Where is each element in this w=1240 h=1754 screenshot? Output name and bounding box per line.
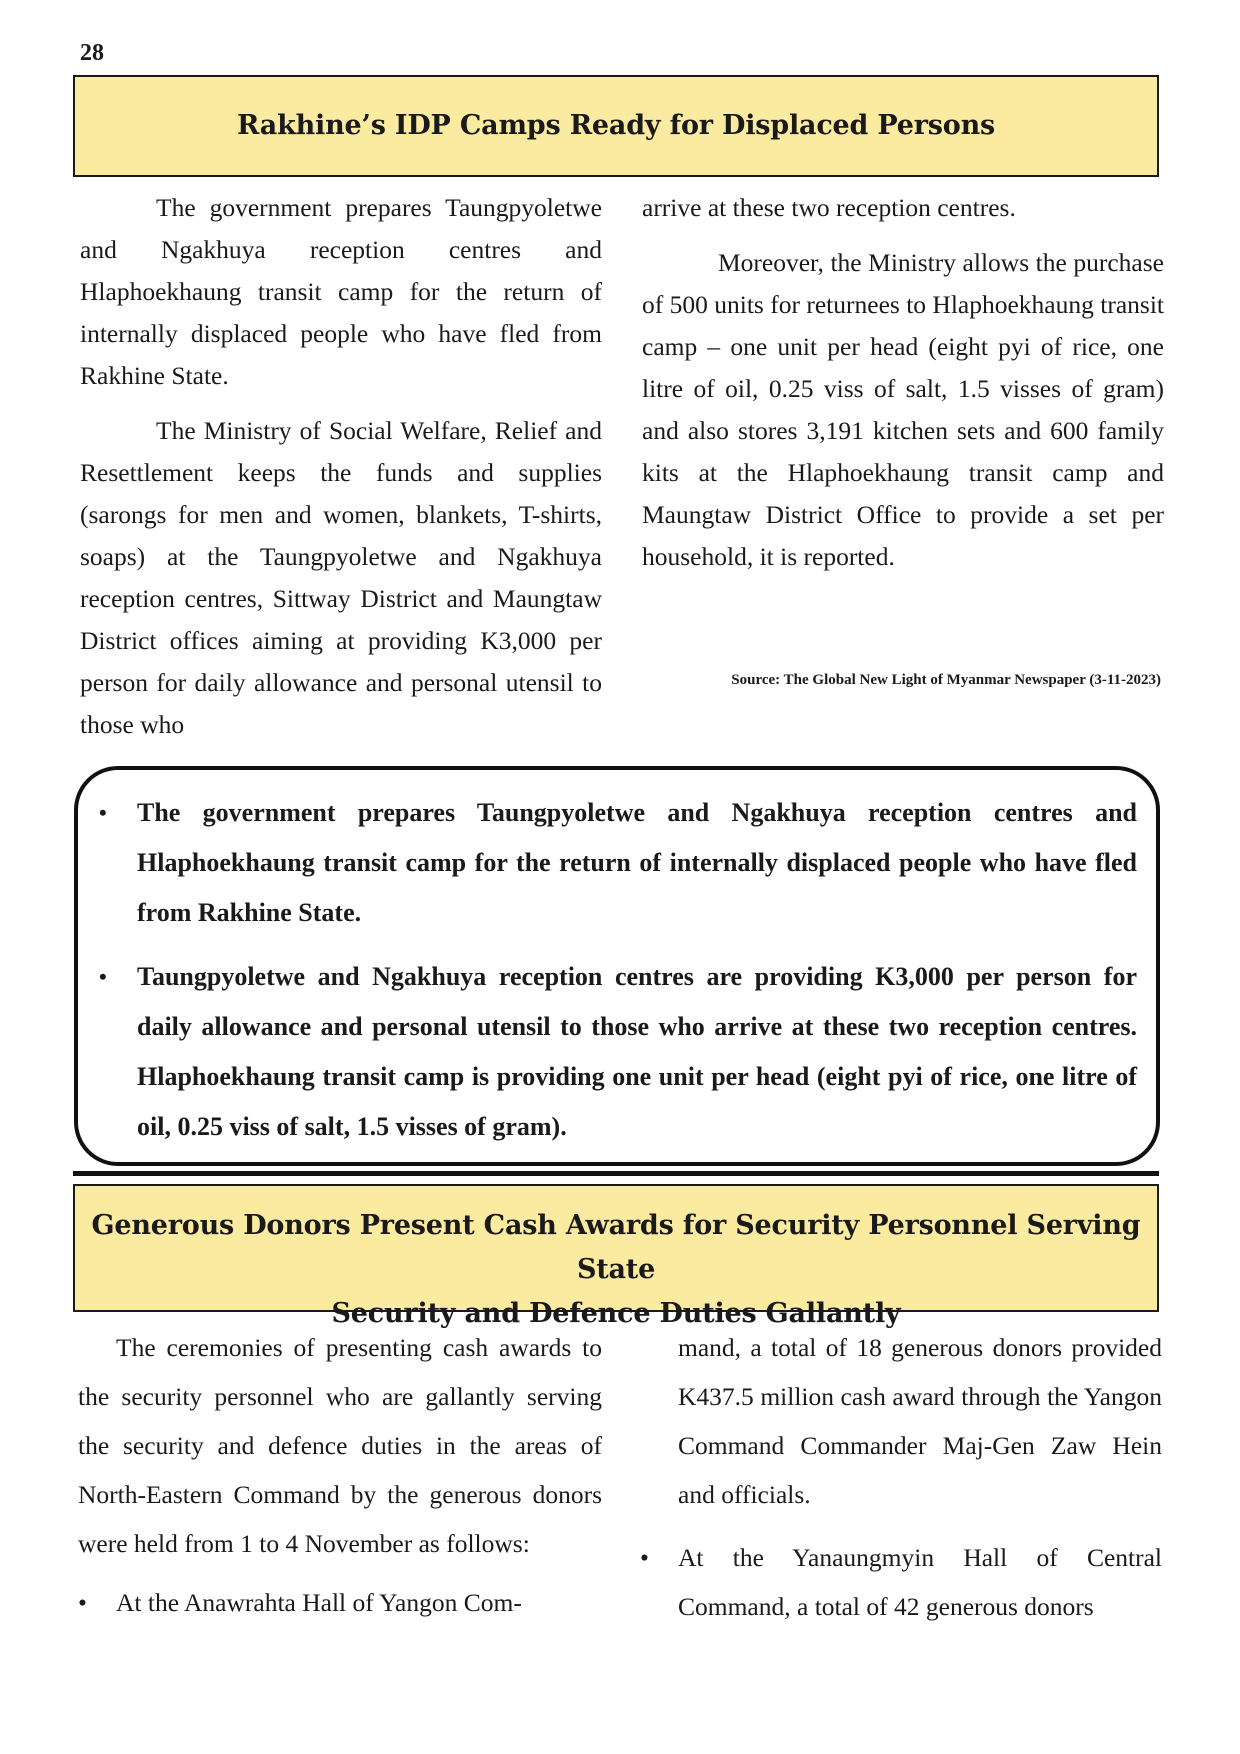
bullet-list-item: • At the Anawrahta Hall of Yangon Com-: [78, 1578, 602, 1627]
article-column-left: [78, 1323, 602, 1627]
article-paragraph: mand, a total of 18 generous donors provided K437.5 million cash award through the Yangon Command Commander Maj-Gen Zaw Hein and officials.: [678, 1333, 1162, 1509]
article-headline-line: Generous Donors Present Cash Awards for Security Personnel Serving State: [91, 1210, 1141, 1285]
article-paragraph: arrive at these two reception centres.: [642, 193, 1016, 222]
article-headline-box: [73, 75, 1159, 177]
article-column-right: [642, 187, 1164, 578]
page-number: 28: [80, 40, 104, 66]
bullet-list-item: • At the Yanaungmyin Hall of Central Command, a total of 42 generous donors: [640, 1533, 1162, 1631]
key-points-box: [74, 766, 1160, 1166]
key-point-item: • The government prepares Taungpyoletwe and Ngakhuya reception centres and Hlaphoekhaung transit camp for the return of internally displaced people who have fled from Rakhine State.: [137, 788, 1137, 938]
article-paragraph: The government prepares Taungpyoletwe and Ngakhuya reception centres and Hlaphoekhaung transit camp for the return of internally displaced people who have fled from Rakhine State.: [80, 193, 602, 390]
source-citation: Source: The Global New Light of Myanmar Newspaper (3-11-2023): [731, 672, 1161, 688]
article-headline: Rakhine’s IDP Camps Ready for Displaced Persons: [236, 110, 996, 141]
article-paragraph: The Ministry of Social Welfare, Relief and Resettlement keeps the funds and supplies (sarongs for men and women, blankets, T-shirts, soaps) at the Taungpyoletwe and Ngakhuya reception centres, Sittway District and Maungtaw District offices aiming at providing K3,000 per person for daily allowance and personal utensil to those who: [80, 416, 602, 739]
article-headline-box: [73, 1184, 1159, 1329]
article-column-left: [80, 187, 602, 746]
article-headline-line: Security and Defence Duties Gallantly: [331, 1298, 901, 1329]
key-point-item: • Taungpyoletwe and Ngakhuya reception centres are providing K3,000 per person for daily allowance and personal utensil to those who arrive at these two reception centres. Hlaphoekhaung transit camp is providing one unit per head (eight pyi of rice, one litre of oil, 0.25 viss of salt, 1.5 visses of gram).: [137, 952, 1137, 1152]
section-divider: [73, 1171, 1159, 1176]
article-column-right: [678, 1323, 1162, 1631]
article-paragraph: Moreover, the Ministry allows the purchase of 500 units for returnees to Hlaphoekhaung transit camp – one unit per head (eight pyi of rice, one litre of oil, 0.25 viss of salt, 1.5 visses of gram) and also stores 3,191 kitchen sets and 600 family kits at the Hlaphoekhaung transit camp and Maungtaw District Office to provide a set per household, it is reported.: [642, 248, 1164, 571]
article-paragraph: The ceremonies of presenting cash awards to the security personnel who are gallantly serving the security and defence duties in the areas of North-Eastern Command by the generous donors were held from 1 to 4 November as follows:: [78, 1333, 602, 1558]
